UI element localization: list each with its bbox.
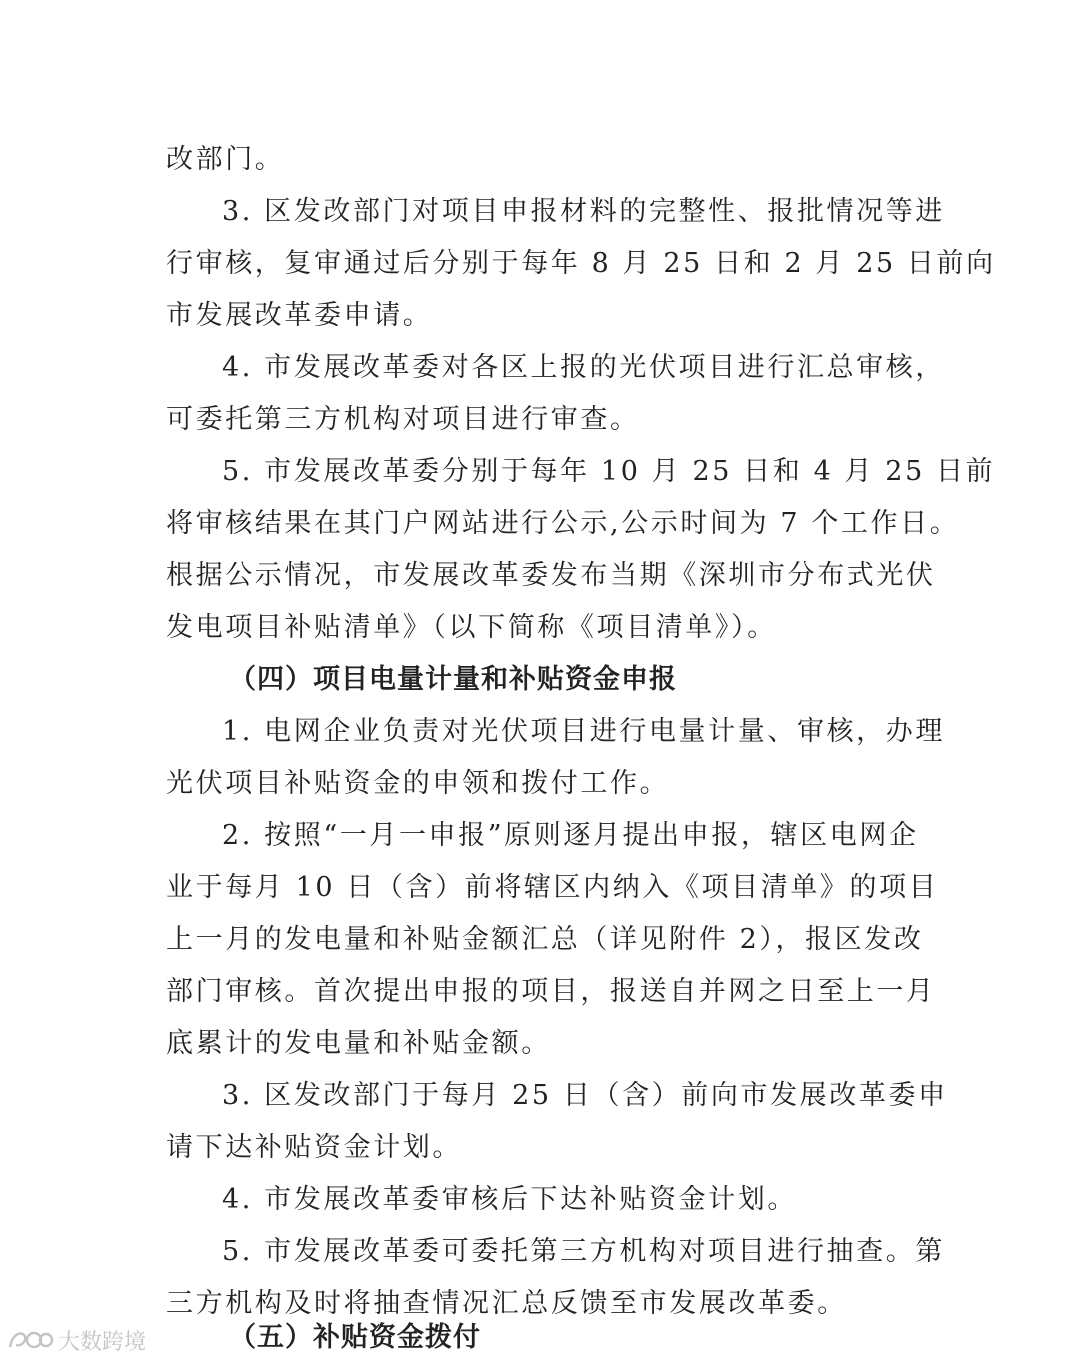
text-line: 将审核结果在其门户网站进行公示,公示时间为 7 个工作日。 (166, 508, 960, 539)
text-line: 1. 电网企业负责对光伏项目进行电量计量、审核，办理 (222, 716, 945, 747)
text-line: 改部门。 (166, 144, 285, 175)
text-line: 2. 按照“一月一申报”原则逐月提出申报，辖区电网企 (222, 820, 919, 851)
text-line: 可委托第三方机构对项目进行审查。 (166, 404, 640, 435)
text-line: 市发展改革委申请。 (166, 300, 433, 331)
text-line: 4. 市发展改革委对各区上报的光伏项目进行汇总审核， (222, 352, 945, 383)
brand-logo-icon (6, 1327, 54, 1353)
text-line: 底累计的发电量和补贴金额。 (166, 1028, 551, 1059)
text-line: 3. 区发改部门对项目申报材料的完整性、报批情况等进 (222, 196, 945, 227)
text-line: 请下达补贴资金计划。 (166, 1132, 462, 1163)
text-line: 上一月的发电量和补贴金额汇总（详见附件 2），报区发改 (166, 924, 924, 955)
text-line: 5. 市发展改革委可委托第三方机构对项目进行抽查。第 (222, 1236, 945, 1267)
text-line: 4. 市发展改革委审核后下达补贴资金计划。 (222, 1184, 797, 1215)
text-line: 发电项目补贴清单》（以下简称《项目清单》）。 (166, 612, 777, 643)
text-line: 三方机构及时将抽查情况汇总反馈至市发展改革委。 (166, 1288, 847, 1319)
text-line: 业于每月 10 日（含）前将辖区内纳入《项目清单》的项目 (166, 872, 939, 903)
section-heading: （四）项目电量计量和补贴资金申报 (229, 664, 677, 695)
text-line: 行审核，复审通过后分别于每年 8 月 25 日和 2 月 25 日前向 (166, 248, 996, 279)
text-line: 部门审核。首次提出申报的项目，报送自并网之日至上一月 (166, 976, 936, 1007)
text-line: 根据公示情况，市发展改革委发布当期《深圳市分布式光伏 (166, 560, 936, 591)
text-line: 光伏项目补贴资金的申领和拨付工作。 (166, 768, 670, 799)
section-heading: （五）补贴资金拨付 (229, 1322, 481, 1353)
watermark-text: 大数跨境 (58, 1329, 147, 1355)
watermark (6, 1324, 146, 1356)
text-line: 5. 市发展改革委分别于每年 10 月 25 日和 4 月 25 日前 (222, 456, 996, 487)
text-line: 3. 区发改部门于每月 25 日（含）前向市发展改革委申 (222, 1080, 948, 1111)
